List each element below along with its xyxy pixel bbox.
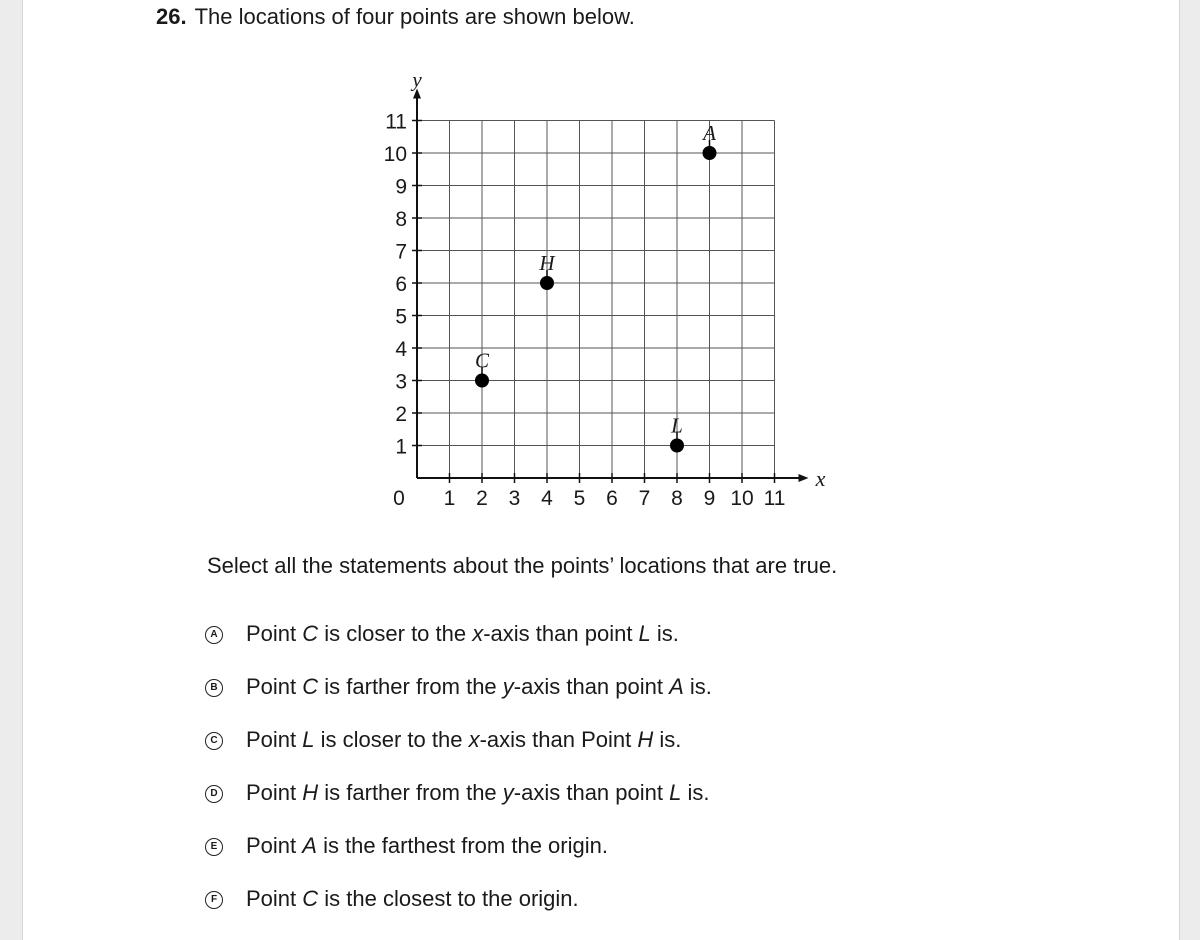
question-number: 26. <box>156 4 187 29</box>
option-bubble[interactable]: C <box>205 732 223 750</box>
option-bubble[interactable]: B <box>205 679 223 697</box>
option-text: Point H is farther from the y-axis than point L is. <box>246 780 710 805</box>
point-label: A <box>703 121 716 145</box>
point-label: H <box>539 251 555 275</box>
x-tick-label: 2 <box>476 487 488 510</box>
option-e[interactable] <box>205 833 712 886</box>
option-text: Point A is the farthest from the origin. <box>246 833 608 858</box>
y-tick-label: 1 <box>395 435 407 459</box>
x-tick-label: 10 <box>730 487 754 510</box>
x-axis-label: x <box>815 466 826 491</box>
y-tick-label: 11 <box>385 110 407 134</box>
x-tick-label: 6 <box>606 487 618 510</box>
y-tick-label: 3 <box>395 370 407 394</box>
prompt-text: Select all the statements about the points’ locations that are true. <box>207 553 838 578</box>
x-tick-label: 8 <box>671 487 683 510</box>
y-tick-label: 10 <box>383 143 407 166</box>
option-bubble[interactable]: D <box>205 785 223 803</box>
y-tick-label: 5 <box>395 305 407 329</box>
option-text: Point C is the closest to the origin. <box>246 886 579 911</box>
y-tick-label: 7 <box>395 240 407 264</box>
option-text: Point L is closer to the x-axis than Point H is. <box>246 727 682 752</box>
x-tick-label: 5 <box>573 487 586 510</box>
x-tick-label: 3 <box>508 487 521 510</box>
option-a[interactable] <box>205 621 712 674</box>
question-text: The locations of four points are shown below. <box>194 4 635 29</box>
x-axis-arrow <box>799 474 809 482</box>
y-tick-label: 8 <box>395 208 407 231</box>
option-f[interactable] <box>205 886 712 939</box>
origin-label: 0 <box>393 487 405 510</box>
point-label: C <box>474 348 490 373</box>
option-text: Point C is closer to the x-axis than point L is. <box>246 621 679 646</box>
option-bubble[interactable]: E <box>205 838 223 856</box>
x-tick-label: 7 <box>638 487 651 510</box>
y-tick-label: 9 <box>395 175 407 199</box>
y-axis-label: y <box>412 67 422 92</box>
option-d[interactable] <box>205 780 712 833</box>
option-b[interactable] <box>205 674 712 727</box>
x-tick-label: 11 <box>763 487 786 510</box>
option-text: Point C is farther from the y-axis than point A is. <box>246 674 712 699</box>
point-label: L <box>671 413 683 438</box>
x-tick-label: 9 <box>703 487 716 510</box>
option-c[interactable] <box>205 727 712 780</box>
option-bubble[interactable]: A <box>205 626 223 644</box>
answer-options <box>205 621 712 939</box>
y-tick-label: 6 <box>395 273 407 296</box>
y-tick-label: 4 <box>395 338 407 361</box>
x-tick-label: 4 <box>541 487 553 510</box>
option-bubble[interactable]: F <box>205 891 223 909</box>
y-tick-label: 2 <box>395 403 407 426</box>
x-tick-label: 1 <box>443 487 456 510</box>
